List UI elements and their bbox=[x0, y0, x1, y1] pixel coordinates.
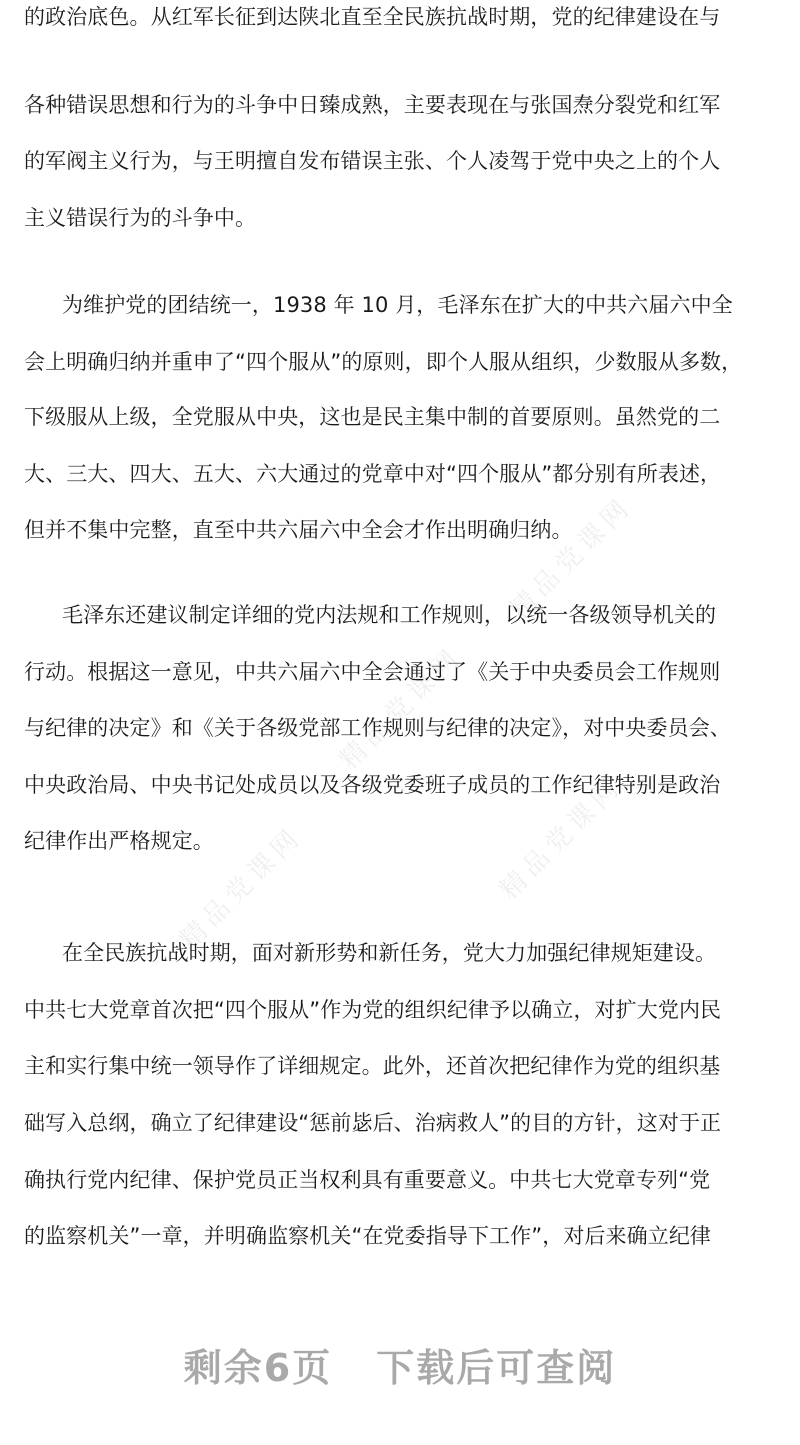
text-line: 的监察机关”一章，并明确监察机关“在党委指导下工作”，对后来确立纪律 bbox=[24, 1224, 712, 1248]
text-line: 下级服从上级，全党服从中央，这也是民主集中制的首要原则。虽然党的二 bbox=[24, 405, 721, 429]
text-line: 但并不集中完整，直至中共六届六中全会才作出明确归纳。 bbox=[24, 518, 573, 542]
text-line: 会上明确归纳并重申了“四个服从”的原则，即个人服从组织，少数服从多数， bbox=[24, 350, 743, 374]
text-line: 的军阀主义行为，与王明擅自发布错误主张、个人凌驾于党中央之上的个人 bbox=[24, 149, 721, 173]
text-line: 础写入总纲，确立了纪律建设“惩前毖后、治病救人”的目的方针，这对于正 bbox=[24, 1111, 722, 1135]
download-banner[interactable] bbox=[0, 1340, 800, 1396]
text-line: 主和实行集中统一领导作了详细规定。此外，还首次把纪律作为党的组织基 bbox=[24, 1054, 721, 1078]
watermark: 精品党课网 bbox=[174, 821, 309, 956]
remaining-pages-label[interactable]: 剩余6页 bbox=[183, 1346, 333, 1390]
text-line: 纪律作出严格规定。 bbox=[24, 829, 214, 853]
text-line: 大、三大、四大、五大、六大通过的党章中对“四个服从”都分别有所表述， bbox=[24, 462, 722, 486]
text-line: 的政治底色。从红军长征到达陕北直至全民族抗战时期，党的纪律建设在与 bbox=[24, 5, 721, 29]
text-line: 确执行党内纪律、保护党员正当权利具有重要意义。中共七大党章专列“党 bbox=[24, 1168, 711, 1192]
download-to-view-label[interactable]: 下载后可查阅 bbox=[376, 1346, 617, 1390]
text-line: 在全民族抗战时期，面对新形势和新任务，党大力加强纪律规矩建设。 bbox=[62, 941, 717, 965]
text-line: 毛泽东还建议制定详细的党内法规和工作规则，以统一各级领导机关的 bbox=[62, 603, 717, 627]
text-line: 中共七大党章首次把“四个服从”作为党的组织纪律予以确立，对扩大党内民 bbox=[24, 998, 722, 1022]
text-line: 各种错误思想和行为的斗争中日臻成熟，主要表现在与张国焘分裂党和红军 bbox=[24, 93, 721, 117]
text-line: 行动。根据这一意见，中共六届六中全会通过了《关于中央委员会工作规则 bbox=[24, 660, 721, 684]
watermark: 精品党课网 bbox=[334, 641, 469, 776]
watermark: 精品党课网 bbox=[504, 491, 639, 626]
text-line: 主义错误行为的斗争中。 bbox=[24, 206, 257, 230]
text-line: 与纪律的决定》和《关于各级党部工作规则与纪律的决定》，对中央委员会、 bbox=[24, 716, 731, 740]
watermark: 精品党课网 bbox=[494, 771, 629, 906]
text-line: 中央政治局、中央书记处成员以及各级党委班子成员的工作纪律特别是政治 bbox=[24, 773, 721, 797]
text-line: 为维护党的团结统一，1938 年 10 月，毛泽东在扩大的中共六届六中全 bbox=[62, 293, 733, 317]
